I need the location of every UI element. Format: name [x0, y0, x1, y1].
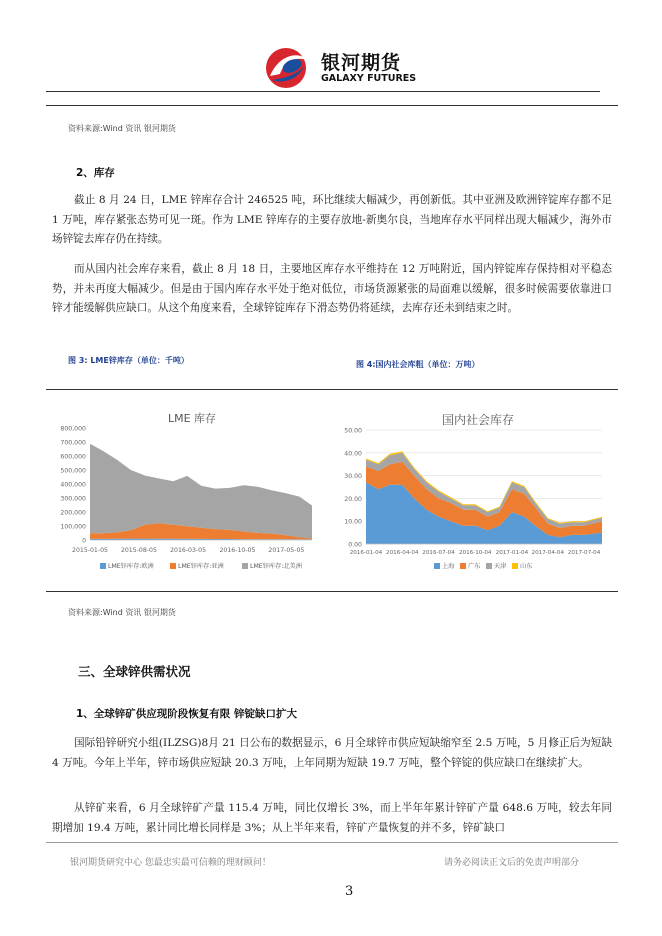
lme-y-tick-label: 600,000 — [60, 453, 86, 461]
paragraph-ilzsg: 国际铅锌研究小组(ILZSG)8月 21 日公布的数据显示，6 月全球锌市供应短缺缩窄至 2.5 万吨，5 月修正后为短缺 4 万吨。今年上半年，锌市场供应短缺 20.3 万吨，上年同期为短缺 19.7 万吨，整个锌锭的供应缺口在继续扩大。 — [52, 737, 612, 769]
footer-rule — [46, 842, 618, 843]
domestic-y-tick-label: 40.00 — [344, 450, 362, 458]
domestic-x-tick-label: 2016-07-04 — [422, 550, 455, 556]
domestic-inventory-chart — [338, 404, 613, 586]
section-title-supply-demand: 三、全球锌供需状况 — [78, 664, 191, 679]
lme-series-area-3 — [90, 444, 312, 539]
domestic-y-tick-label: 10.00 — [344, 518, 362, 526]
lme-y-tick-label: 400,000 — [60, 481, 86, 489]
figure-rule-bottom — [46, 591, 618, 592]
lme-legend-label: LME锌库存:欧洲 — [108, 563, 154, 570]
domestic-legend-label: 天津 — [494, 563, 507, 570]
lme-legend-swatch — [242, 563, 248, 569]
brand-name-cn: 银河期货 — [321, 52, 402, 74]
domestic-legend-label: 山东 — [520, 563, 533, 570]
figure-3-caption: 图 3: LME锌库存（单位：千吨） — [68, 356, 189, 365]
paragraph-lme-inventory: 截止 8 月 24 日，LME 锌库存合计 246525 吨，环比继续大幅减少，再创新低。其中亚洲及欧洲锌锭库存都不足 1 万吨，库存紧张态势可见一斑。作为 LME 锌库存的主要存放地-新奥尔良，当地库存水平同样出现大幅减少，海外市场锌锭去库存仍在持续。 — [52, 194, 612, 245]
header-rule — [46, 91, 600, 92]
paragraph-zinc-ore: 从锌矿来看，6 月全球锌矿产量 115.4 万吨，同比仅增长 3%，而上半年年累计锌矿产量 648.6 万吨，较去年同期增加 19.4 万吨，累计同比增长同样是 3%；从上半年来看，锌矿产量恢复的并不多，锌矿缺口 — [52, 802, 612, 834]
domestic-chart-title: 国内社会库存 — [441, 413, 515, 427]
lme-y-tick-label: 0 — [82, 537, 86, 545]
domestic-x-tick-label: 2016-10-04 — [458, 550, 492, 556]
subsection-title-zinc-supply: 1、全球锌矿供应现阶段恢复有限 锌锭缺口扩大 — [76, 708, 297, 720]
lme-y-tick-label: 700,000 — [60, 439, 86, 447]
lme-legend-label: LME锌库存:亚洲 — [178, 563, 224, 570]
domestic-legend-label: 广东 — [468, 563, 481, 570]
domestic-y-tick-label: 30.00 — [344, 473, 362, 481]
domestic-x-tick-label: 2017-04-04 — [531, 550, 565, 556]
footer-right: 请务必阅读正文后的免责声明部分 — [444, 858, 580, 868]
page-number: 3 — [345, 884, 354, 899]
lme-x-tick-label: 2017-05-05 — [268, 547, 305, 554]
brand-name-en: GALAXY FUTURES — [321, 73, 417, 84]
lme-legend-swatch — [100, 563, 106, 569]
domestic-x-tick-label: 2016-04-04 — [386, 550, 419, 556]
lme-y-tick-label: 800,000 — [60, 425, 86, 433]
domestic-y-tick-label: 50.00 — [344, 427, 362, 435]
lme-x-tick-label: 2016-03-05 — [170, 547, 207, 554]
lme-y-tick-label: 100,000 — [60, 523, 86, 531]
domestic-legend-swatch — [512, 563, 518, 569]
domestic-legend-swatch — [460, 563, 466, 569]
domestic-x-tick-label: 2017-07-04 — [567, 550, 601, 556]
section-title-inventory: 2、库存 — [76, 167, 115, 179]
domestic-legend-label: 上海 — [442, 563, 455, 570]
lme-x-tick-label: 2015-01-05 — [72, 547, 108, 554]
lme-y-tick-label: 300,000 — [60, 495, 86, 503]
lme-chart-title: LME 库存 — [167, 412, 217, 425]
source-note-top: 资料来源:Wind 资讯 银河期货 — [68, 124, 176, 133]
domestic-x-tick-label: 2016-01-04 — [349, 550, 383, 556]
lme-y-tick-label: 500,000 — [60, 467, 86, 475]
lme-y-tick-label: 200,000 — [60, 509, 86, 517]
lme-legend-label: LME锌库存:北美洲 — [250, 563, 302, 570]
footer-left: 银河期货研究中心 您最忠实最可信赖的理财顾问！ — [70, 858, 271, 868]
lme-x-tick-label: 2015-08-05 — [120, 547, 157, 554]
figure-rule-mid — [46, 389, 618, 390]
domestic-y-tick-label: 0.00 — [348, 541, 362, 549]
domestic-x-tick-label: 2017-01-04 — [495, 550, 529, 556]
figure-4-caption: 图 4:国内社会库粗（单位：万吨） — [356, 360, 480, 369]
lme-x-tick-label: 2016-10-05 — [219, 547, 256, 554]
lme-inventory-chart — [55, 404, 325, 586]
domestic-legend-swatch — [486, 563, 492, 569]
source-note-bottom: 资料来源:Wind 资讯 银河期货 — [68, 608, 176, 617]
lme-legend-swatch — [170, 563, 176, 569]
paragraph-domestic-inventory: 而从国内社会库存来看，截止 8 月 18 日，主要地区库存水平维持在 12 万吨附近，国内锌锭库存保持相对平稳态势，并未再度大幅减少。但是由于国内库存水平处于绝对低位，市场货源紧张的局面难以缓解，很多时候需要依靠进口锌才能缓解供应缺口。从这个角度来看，全球锌锭库存下滑态势仍将延续，去库存还未到结束之时。 — [52, 263, 612, 314]
domestic-y-tick-label: 20.00 — [344, 495, 362, 503]
domestic-legend-swatch — [434, 563, 440, 569]
figure-rule-top — [46, 105, 618, 106]
